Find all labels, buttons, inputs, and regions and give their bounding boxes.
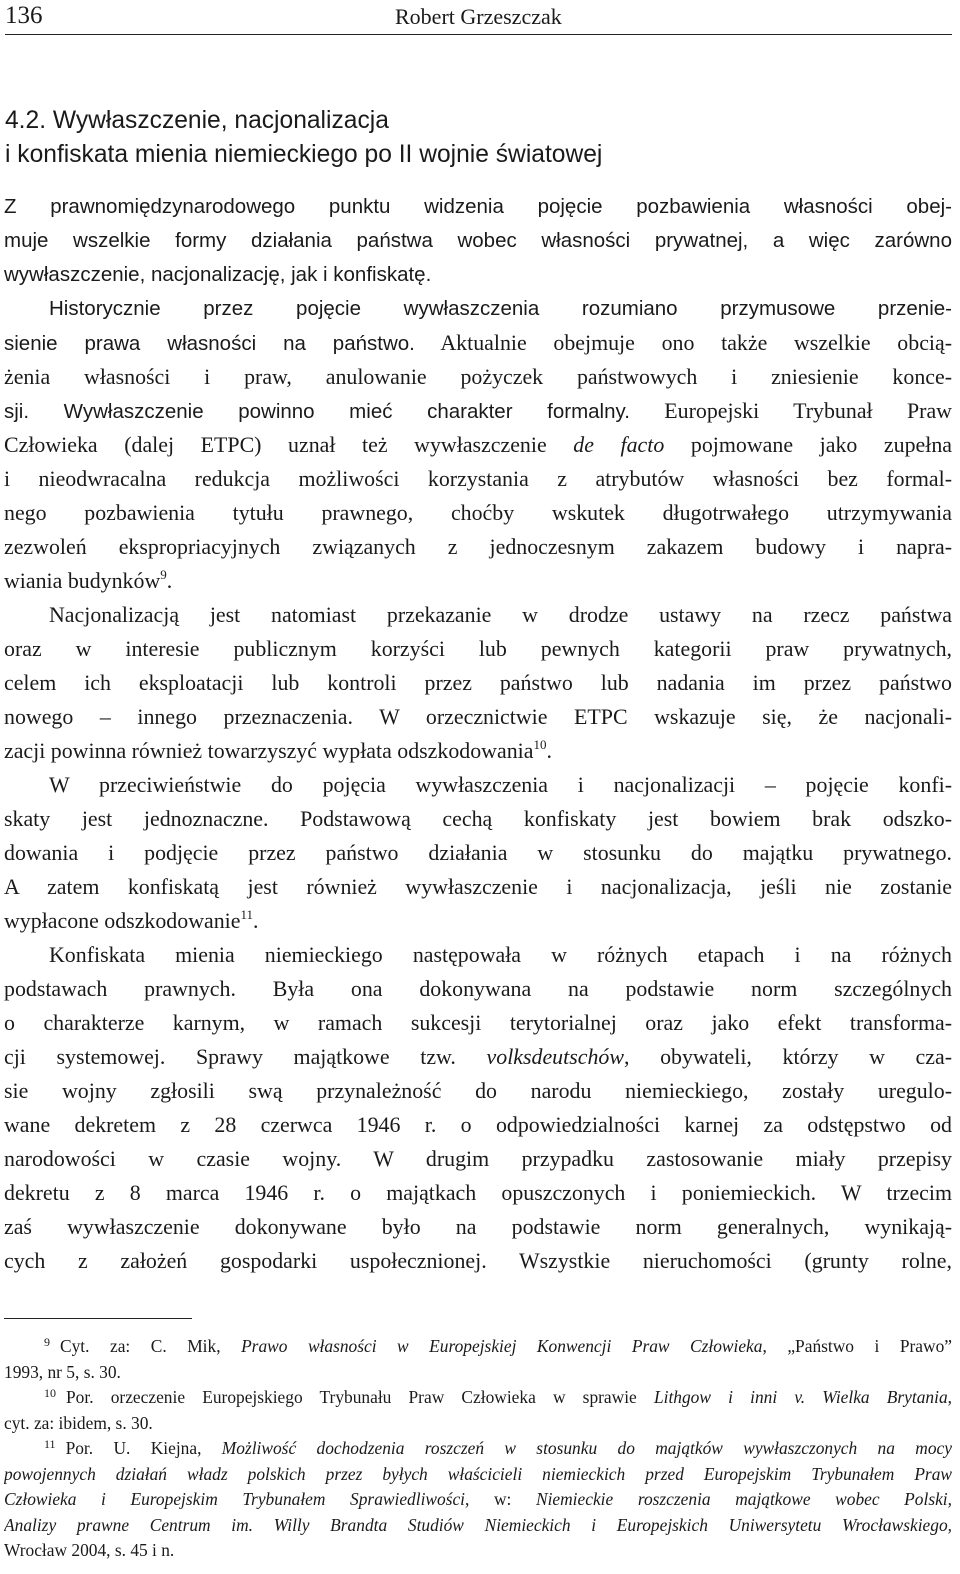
italic-title: Analizy prawne Centrum im. Willy Brandta Studiów Niemieckich i Europejskich Uniwersytetu Wrocławskiego,	[4, 1514, 952, 1535]
text-line: dowania i podjęcie przez państwo działania w stosunku do majątku prywatnego.	[4, 840, 952, 865]
text-run: Człowieka (dalej ETPC) uznał też wywłaszczenie	[4, 432, 574, 457]
section-heading	[5, 104, 955, 172]
text-line: A zatem konfiskatą jest również wywłaszczenie i nacjonalizacja, jeśli nie zostanie	[4, 874, 952, 899]
text-line	[4, 1040, 952, 1074]
paragraph-1	[4, 190, 952, 292]
paragraph-4	[4, 768, 952, 938]
footnotes	[4, 1334, 952, 1564]
text-run: ,	[947, 1387, 952, 1407]
footnote-divider	[4, 1318, 192, 1319]
text-line: żenia własności i praw, anulowanie pożyczek państwowych i zniesienie konce-	[4, 364, 952, 389]
text-line: Nacjonalizacją jest natomiast przekazanie w drodze ustawy na rzecz państwa	[49, 602, 952, 627]
footnote-ref[interactable]: 11	[240, 907, 253, 922]
paragraph-3	[4, 598, 952, 768]
footnote-line	[4, 1513, 952, 1539]
text-line: zezwoleń ekspropriacyjnych związanych z jednoczesnym zakazem budowy i napra-	[4, 534, 952, 559]
text-line: cych z założeń gospodarki uspołecznionej. Wszystkie nieruchomości (grunty rolne,	[4, 1248, 952, 1273]
text-run: Europejski Trybunał Praw	[629, 398, 952, 423]
footnote-10	[4, 1385, 952, 1436]
footnote-9	[4, 1334, 952, 1385]
text-run: Aktualnie obejmuje ono także wszelkie obcią-	[414, 330, 952, 355]
section-heading-line-2: i konfiskata mienia niemieckiego po II wojnie światowej	[5, 141, 603, 168]
text-line	[4, 904, 952, 938]
text-line: zaś wywłaszczenie dokonywane było na podstawie norm generalnych, wynikają-	[4, 1214, 952, 1239]
footnote-ref[interactable]: 9	[160, 567, 167, 582]
footnote-ref[interactable]: 10	[533, 737, 547, 752]
text-line: W przeciwieństwie do pojęcia wywłaszczenia i nacjonalizacji – pojęcie konfi-	[49, 772, 952, 797]
text-line: nego pozbawienia tytułu prawnego, choćby wskutek długotrwałego utrzymywania	[4, 500, 952, 525]
text-run: Por. U. Kiejna,	[65, 1438, 222, 1458]
text-run: cji systemowej. Sprawy majątkowe tzw.	[4, 1044, 487, 1069]
text-line: Z prawnomiędzynarodowego punktu widzenia pojęcie pozbawienia własności obej-	[4, 195, 952, 218]
italic-title: Możliwość dochodzenia roszczeń w stosunku do majątków wywłaszczonych na mocy	[221, 1438, 952, 1458]
text-line: dekretu z 8 marca 1946 r. o majątkach opuszczonych i poniemieckich. W trzecim	[4, 1180, 952, 1205]
text-line: wywłaszczenie, nacjonalizację, jak i konfiskatę.	[4, 263, 432, 286]
footnote-line: Wrocław 2004, s. 45 i n.	[4, 1540, 175, 1560]
text-line: o charakterze karnym, w ramach sukcesji terytorialnej oraz jako efekt transforma-	[4, 1010, 952, 1035]
text-line	[4, 394, 952, 428]
text-run: , w:	[465, 1489, 536, 1509]
text-run: , obywateli, którzy w cza-	[623, 1044, 952, 1069]
text-line	[4, 326, 952, 360]
text-line: muje wszelkie formy działania państwa wobec własności prywatnej, a więc zarówno	[4, 229, 952, 252]
running-head: Robert Grzeszczak	[395, 4, 562, 29]
footnote-line: 1993, nr 5, s. 30.	[4, 1361, 121, 1382]
text-line: oraz w interesie publicznym korzyści lub pewnych kategorii praw prywatnych,	[4, 636, 952, 661]
text-line: wane dekretem z 28 czerwca 1946 r. o odpowiedzialności karnej za odstępstwo od	[4, 1112, 952, 1137]
text-run: wiania budynków	[4, 568, 161, 593]
footnote-line	[4, 1462, 952, 1488]
text-line: skaty jest jednoznaczne. Podstawową cechą konfiskaty jest bowiem brak odszko-	[4, 806, 952, 831]
text-run: .	[253, 908, 259, 933]
footnote-line	[4, 1487, 952, 1513]
text-line	[4, 734, 952, 768]
text-line: celem ich eksploatacji lub kontroli przez państwo lub nadania im przez państwo	[4, 670, 952, 695]
text-run: sji. Wywłaszczenie powinno mieć charakter formalny.	[4, 400, 630, 423]
italic-title: Człowieka i Europejskim Trybunałem Sprawiedliwości	[4, 1489, 466, 1509]
text-run: pojmowane jako zupełna	[664, 432, 952, 457]
text-line: narodowości w czasie wojny. W drugim przypadku zastosowanie miały przepisy	[4, 1146, 952, 1171]
footnote-line: cyt. za: ibidem, s. 30.	[4, 1412, 153, 1433]
body-text	[4, 190, 952, 1278]
text-run: Cyt. za: C. Mik,	[60, 1336, 242, 1356]
text-line: i nieodwracalna redukcja możliwości korzystania z atrybutów własności bez formal-	[4, 466, 952, 491]
footnote-11	[4, 1436, 952, 1564]
footnote-line: 10 Por. orzeczenie Europejskiego Trybunału Praw Człowieka w sprawie Lithgow i inni v. Wielka Brytania,	[44, 1386, 952, 1407]
text-run: .	[546, 738, 552, 763]
italic-term: de facto	[573, 432, 665, 457]
footnote-line: 9 Cyt. za: C. Mik, Prawo własności w Europejskiej Konwencji Praw Człowieka, „Państwo i Prawo”	[44, 1335, 952, 1356]
paragraph-2	[4, 292, 952, 598]
text-line	[4, 428, 952, 462]
text-line: Historycznie przez pojęcie wywłaszczenia rozumiano przymusowe przenie-	[49, 297, 952, 320]
italic-title: powojennych działań władz polskich przez byłych właścicieli niemieckich przed Europejskim Trybunałem Praw	[4, 1463, 952, 1484]
italic-title: Niemieckie roszczenia majątkowe wobec Polski,	[535, 1489, 952, 1509]
text-line	[4, 564, 952, 598]
page-number: 136	[5, 2, 43, 29]
footnote-line: 11 Por. U. Kiejna, Możliwość dochodzenia roszczeń w stosunku do majątków wywłaszczonych na mocy	[44, 1437, 952, 1458]
text-line: sie wojny zgłosili swą przynależność do narodu niemieckiego, zostały uregulo-	[4, 1078, 952, 1103]
text-run: Por. orzeczenie Europejskiego Trybunału Praw Człowieka w sprawie	[66, 1387, 654, 1407]
text-run: , „Państwo i Prawo”	[762, 1336, 952, 1356]
paragraph-5	[4, 938, 952, 1278]
text-line: nowego – innego przeznaczenia. W orzecznictwie ETPC wskazuje się, że nacjonali-	[4, 704, 952, 729]
italic-title: Lithgow i inni v. Wielka Brytania	[653, 1387, 948, 1407]
text-run: zacji powinna również towarzyszyć wypłata odszkodowania	[4, 738, 534, 763]
italic-term: volksdeutschów	[486, 1044, 624, 1069]
italic-title: Prawo własności w Europejskiej Konwencji Praw Człowieka	[241, 1336, 763, 1356]
text-run: .	[166, 568, 173, 593]
page-header	[5, 0, 952, 35]
section-heading-line-1: 4.2. Wywłaszczenie, nacjonalizacja	[5, 107, 389, 134]
text-run: sienie prawa własności na państwo.	[4, 332, 415, 355]
text-line: podstawach prawnych. Była ona dokonywana na podstawie norm szczególnych	[4, 976, 952, 1001]
text-line: Konfiskata mienia niemieckiego następowała w różnych etapach i na różnych	[49, 942, 952, 967]
text-run: wypłacone odszkodowanie	[4, 908, 241, 933]
